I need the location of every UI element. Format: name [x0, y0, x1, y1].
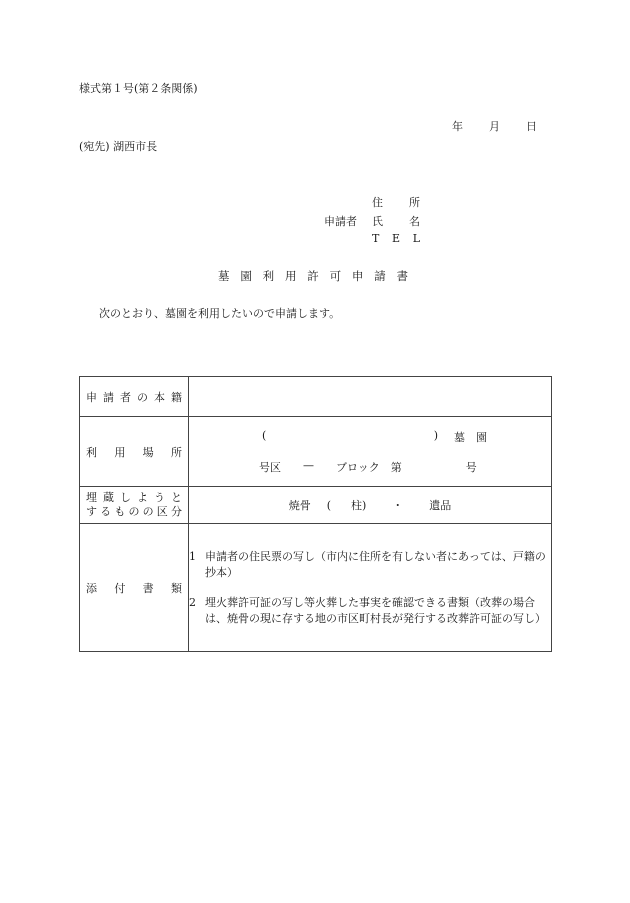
table-row: [80, 487, 552, 524]
item-number: 1: [189, 549, 196, 563]
place-ward: 号区: [259, 460, 281, 474]
place-paren-close: ): [433, 428, 438, 442]
name-label: [372, 213, 420, 229]
burial-relics: 遺品: [429, 499, 452, 512]
attachment-text: 申請者の住民票の写し（市内に住所を有しない者にあっては、戸籍の抄本）: [205, 549, 546, 579]
place-suffix: 墓 園: [454, 430, 487, 444]
title-char: 請: [374, 269, 386, 283]
address-label-char: 住: [372, 196, 383, 209]
list-item: [189, 549, 551, 581]
intro-text: 次のとおり、墓園を利用したいので申請します。: [99, 307, 341, 320]
label-char: す: [86, 505, 97, 518]
tel-label: [372, 232, 420, 245]
label-char: も: [114, 505, 126, 518]
label-char: 請: [103, 390, 114, 404]
label-char: 蔵: [103, 491, 114, 504]
item-number: 2: [189, 595, 196, 609]
table-row: [80, 524, 552, 652]
label-char: よ: [137, 491, 148, 504]
place-dash: —: [303, 458, 314, 472]
burial-type-label: [80, 487, 189, 524]
burial-paren-open: (: [326, 498, 331, 512]
document-title: [218, 268, 408, 284]
title-char: 申: [351, 269, 364, 283]
label-char: 分: [170, 505, 182, 518]
label-char: 用: [114, 445, 126, 459]
address-label-char: 所: [409, 196, 420, 209]
label-char: 籍: [171, 390, 182, 404]
date-day-label: 日: [526, 120, 537, 133]
burial-bones: 焼骨: [288, 499, 311, 512]
tel-label-char: L: [412, 232, 420, 245]
burial-pillar: 柱): [351, 499, 367, 512]
tel-label-char: T: [372, 232, 380, 245]
label-char: 埋: [86, 491, 97, 504]
honseki-label: [80, 377, 189, 417]
label-char: 類: [170, 581, 182, 595]
attachments-list: [189, 524, 552, 652]
place-block: ブロック 第: [336, 460, 402, 474]
date-month-label: 月: [489, 120, 500, 133]
title-char: 可: [329, 269, 342, 283]
name-label-char: 名: [409, 215, 420, 228]
name-label-char: 氏: [372, 215, 383, 228]
title-char: 利: [262, 269, 275, 283]
form-number: 様式第１号(第２条関係): [79, 82, 198, 95]
address-label: [372, 194, 420, 210]
title-char: 園: [240, 269, 252, 283]
label-char: 者: [120, 390, 131, 404]
label-char: 付: [114, 581, 126, 595]
attachments-label: [80, 524, 189, 652]
table-row: [80, 417, 552, 487]
label-char: 利: [86, 445, 97, 459]
title-char: 用: [284, 269, 297, 283]
attachment-text: 埋火葬許可証の写し等火葬した事実を確認できる書類（改葬の場合は、焼骨の現に存する地の市区町村長が発行する改葬許可証の写し）: [205, 595, 546, 625]
place-label: [80, 417, 189, 487]
label-char: の: [142, 505, 154, 518]
label-char: 場: [142, 445, 154, 459]
label-char: 書: [142, 581, 154, 595]
tel-label-char: E: [392, 232, 401, 245]
place-number: 号: [465, 460, 477, 474]
title-char: 書: [396, 269, 408, 283]
burial-dot: ・: [392, 499, 404, 512]
label-char: 申: [86, 390, 97, 404]
label-char: 所: [170, 445, 182, 459]
label-char: 本: [154, 390, 165, 404]
label-char: 添: [86, 581, 97, 595]
list-item: [189, 595, 551, 627]
honseki-field[interactable]: [189, 377, 552, 417]
place-field[interactable]: [189, 417, 552, 487]
title-char: 許: [307, 269, 319, 283]
label-char: し: [120, 491, 131, 504]
applicant-label: 申請者: [324, 215, 357, 228]
label-char: の: [128, 505, 140, 518]
label-char: 区: [156, 505, 168, 518]
date-year-label: 年: [452, 120, 463, 133]
burial-type-field[interactable]: [189, 487, 552, 524]
application-table: [79, 376, 552, 652]
place-paren-open: (: [262, 428, 267, 442]
label-char: う: [154, 491, 165, 504]
table-row: [80, 377, 552, 417]
addressee: (宛先) 湖西市長: [79, 140, 158, 153]
label-char: と: [171, 491, 182, 504]
title-char: 墓: [218, 269, 230, 283]
label-char: る: [100, 505, 112, 518]
label-char: の: [137, 390, 148, 404]
